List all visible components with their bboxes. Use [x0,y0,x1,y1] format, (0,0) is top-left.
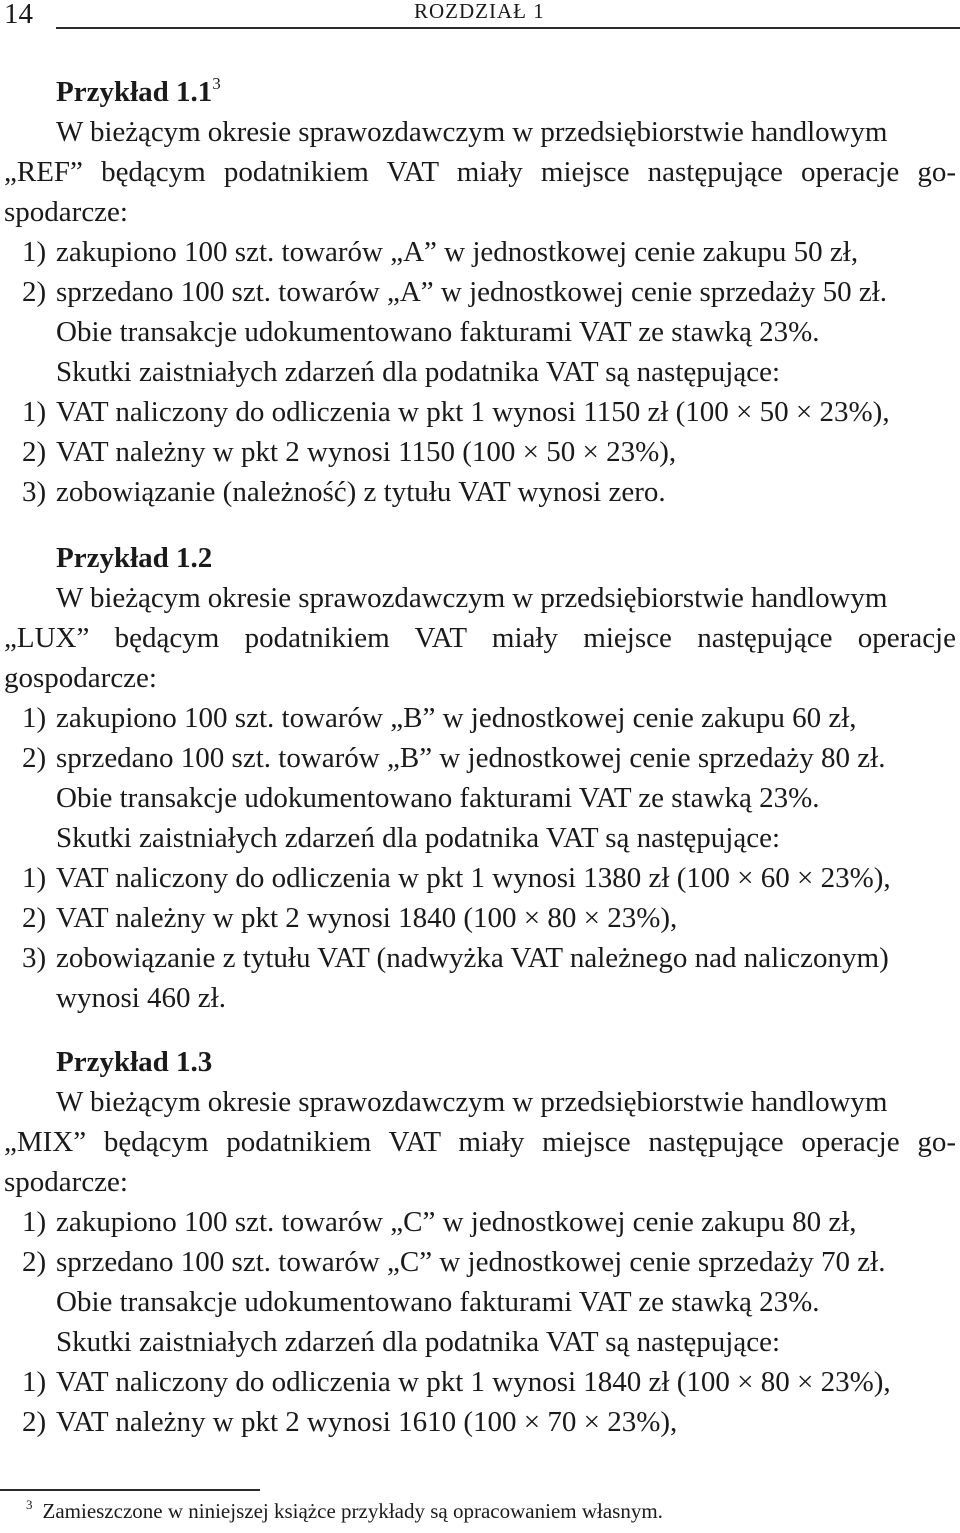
paragraph-line: Obie transakcje udokumentowano fakturami VAT ze stawką 23%. [56,782,820,814]
paragraph-line: gospodarcze: [4,662,157,694]
running-head-chapter: ROZDZIAŁ 1 [414,0,545,23]
paragraph-line: Skutki zaistniałych zdarzeń dla podatnika VAT są następujące: [56,356,780,388]
list-number: 1) [22,1366,47,1398]
example-title: Przykład $1.1^3$ [56,74,221,108]
paragraph-line: „LUX” będącym podatnikiem VAT miały miejsce następujące operacje [4,622,956,654]
footnote-mark: 3 [26,1497,33,1512]
list-item: VAT należny w pkt 2 wynosi 1150 (100 × 50 × 23%), [56,436,677,468]
list-number: 3) [22,476,47,508]
footnote-text: Zamieszczone w niniejszej książce przykłady są opracowaniem własnym. [42,1499,663,1523]
paragraph-line: Skutki zaistniałych zdarzeń dla podatnika VAT są następujące: [56,1326,780,1358]
list-item: VAT należny w pkt 2 wynosi 1840 (100 × 80 × 23%), [56,902,678,934]
list-item: VAT naliczony do odliczenia w pkt 1 wynosi 1380 zł (100 × 60 × 23%), [56,862,891,894]
page-header [0,0,960,30]
list-number: 2) [22,742,47,774]
list-item: zakupiono 100 szt. towarów „C” w jednostkowej cenie zakupu 80 zł, [56,1206,857,1238]
list-item: sprzedano 100 szt. towarów „C” w jednostkowej cenie sprzedaży 70 zł. [56,1246,886,1278]
list-number: 1) [22,862,47,894]
paragraph-line: „MIX” będącym podatnikiem VAT miały miejsce następujące operacje go- [4,1126,956,1158]
paragraph-line: W bieżącym okresie sprawozdawczym w przedsiębiorstwie handlowym [56,1086,888,1118]
list-number: 2) [22,276,47,308]
paragraph-line: Obie transakcje udokumentowano fakturami VAT ze stawką 23%. [56,1286,820,1318]
list-item: sprzedano 100 szt. towarów „B” w jednostkowej cenie sprzedaży 80 zł. [56,742,886,774]
paragraph-line: W bieżącym okresie sprawozdawczym w przedsiębiorstwie handlowym [56,116,888,148]
list-number: 1) [22,702,47,734]
paragraph-line: „REF” będącym podatnikiem VAT miały miejsce następujące operacje go- [4,156,956,188]
example-title: Przykład 1.2 [56,542,213,574]
list-item-continuation: wynosi 460 zł. [56,982,226,1014]
list-item: VAT należny w pkt 2 wynosi 1610 (100 × 70 × 23%), [56,1406,678,1438]
paragraph-line: spodarcze: [4,1166,128,1198]
paragraph-line: spodarcze: [4,196,128,228]
header-rule [56,27,960,29]
list-number: 1) [22,396,47,428]
list-number: 2) [22,1246,47,1278]
list-number: 2) [22,436,47,468]
paragraph-line: W bieżącym okresie sprawozdawczym w przedsiębiorstwie handlowym [56,582,888,614]
list-number: 1) [22,236,47,268]
list-number: 3) [22,942,47,974]
list-item: zobowiązanie (należność) z tytułu VAT wynosi zero. [56,476,666,508]
page-number: 14 [4,0,33,30]
list-item: sprzedano 100 szt. towarów „A” w jednostkowej cenie sprzedaży 50 zł. [56,276,888,308]
list-item: zobowiązanie z tytułu VAT (nadwyżka VAT należnego nad naliczonym) [56,942,889,974]
example-title: Przykład 1.3 [56,1046,213,1078]
footnote-rule [0,1489,260,1491]
list-item: VAT naliczony do odliczenia w pkt 1 wynosi 1150 zł (100 × 50 × 23%), [56,396,890,428]
list-number: 1) [22,1206,47,1238]
list-item: VAT naliczony do odliczenia w pkt 1 wynosi 1840 zł (100 × 80 × 23%), [56,1366,891,1398]
paragraph-line: Obie transakcje udokumentowano fakturami VAT ze stawką 23%. [56,316,820,348]
list-item: zakupiono 100 szt. towarów „A” w jednostkowej cenie zakupu 50 zł, [56,236,859,268]
list-number: 2) [22,902,47,934]
list-number: 2) [22,1406,47,1438]
paragraph-line: Skutki zaistniałych zdarzeń dla podatnika VAT są następujące: [56,822,780,854]
footnote [26,1499,663,1524]
list-item: zakupiono 100 szt. towarów „B” w jednostkowej cenie zakupu 60 zł, [56,702,857,734]
footnote-ref: 3 [212,74,221,93]
